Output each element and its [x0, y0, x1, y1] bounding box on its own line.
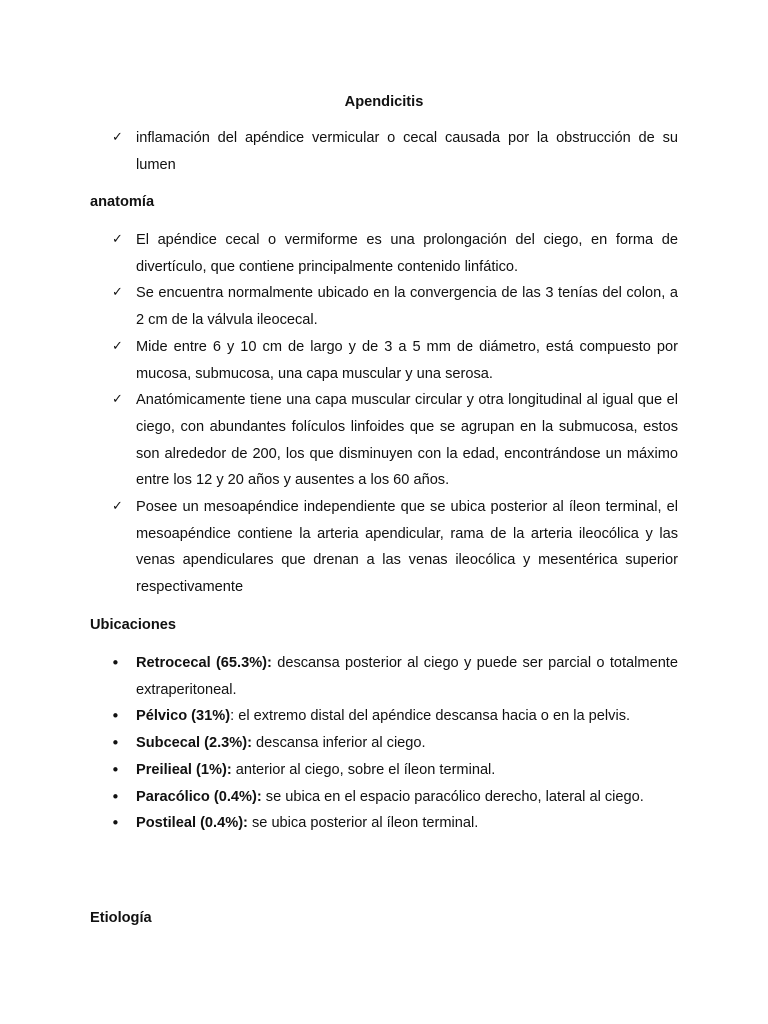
list-item [90, 387, 678, 494]
list-item-text: Mide entre 6 y 10 cm de largo y de 3 a 5 mm de diámetro, está compuesto por mucosa, submucosa, una capa muscular y una serosa. [136, 338, 678, 382]
location-term: Pélvico (31%) [136, 708, 231, 725]
bullet-icon: • [111, 654, 120, 672]
bullet-icon: • [111, 814, 120, 833]
location-description: : el extremo distal del apéndice descansa hacia o en la pelvis. [230, 708, 631, 725]
section-heading-etiology: Etiología [90, 910, 152, 926]
document-title: Apendicitis [344, 94, 424, 110]
list-item [90, 784, 678, 811]
list-item [90, 125, 678, 178]
location-description: descansa inferior al ciego. [251, 735, 426, 752]
list-item-text: El apéndice cecal o vermiforme es una prolongación del ciego, en forma de divertículo, que contiene principalmente contenido linfático. [136, 232, 678, 275]
list-item [90, 280, 678, 333]
list-item [90, 757, 678, 784]
bullet-icon: • [111, 787, 120, 806]
checkmark-icon: ✓ [112, 130, 123, 145]
location-term: Paracólico (0.4%): [136, 788, 262, 805]
bullet-icon: • [111, 760, 120, 779]
list-item [90, 650, 678, 703]
locations-list [90, 650, 678, 837]
location-description: se ubica en el espacio paracólico derecho, lateral al ciego. [261, 788, 644, 805]
checkmark-icon: ✓ [112, 285, 123, 301]
anatomy-list [90, 227, 678, 601]
bullet-icon: • [111, 734, 120, 753]
list-item [90, 494, 678, 601]
list-item-text: Se encuentra normalmente ubicado en la convergencia de las 3 tenías del colon, a 2 cm de la válvula ileocecal. [136, 285, 678, 329]
list-item-text: Posee un mesoapéndice independiente que se ubica posterior al íleon terminal, el mesoapéndice contiene la arteria apendicular, rama de la arteria ileocólica y las venas apendiculares que drenan a las venas ileocólica y mesentérica superior respectivamente [136, 499, 678, 596]
list-item [90, 703, 678, 730]
section-heading-anatomy: anatomía [90, 194, 155, 210]
location-term: Postileal (0.4%): [136, 815, 248, 832]
list-item [90, 730, 678, 757]
location-description: anterior al ciego, sobre el íleon terminal. [231, 761, 496, 778]
location-description: descansa posterior al ciego y puede ser parcial o totalmente extraperitoneal. [136, 655, 678, 698]
checkmark-icon: ✓ [112, 232, 123, 247]
list-item [90, 227, 678, 280]
location-term: Subcecal (2.3%): [136, 735, 252, 752]
list-item-text: inflamación del apéndice vermicular o cecal causada por la obstrucción de su lumen [136, 130, 678, 173]
bullet-icon: • [111, 707, 120, 726]
location-description: se ubica posterior al íleon terminal. [247, 815, 479, 832]
list-item [90, 810, 678, 837]
list-item [90, 334, 678, 387]
section-heading-locations: Ubicaciones [90, 617, 176, 633]
checkmark-icon: ✓ [112, 499, 123, 515]
location-term: Preilieal (1%): [136, 761, 232, 778]
location-term: Retrocecal (65.3%): [136, 655, 272, 671]
checkmark-icon: ✓ [112, 338, 123, 354]
intro-list [90, 125, 678, 178]
checkmark-icon: ✓ [112, 392, 123, 408]
list-item-text: Anatómicamente tiene una capa muscular circular y otra longitudinal al igual que el ciego, con abundantes folículos linfoides que se agrupan en la submucosa, estos son alrededor de 200, los que disminuyen con la edad, encontrándose un máximo entre los 12 y 20 años y ausentes a los 60 años. [136, 392, 678, 489]
